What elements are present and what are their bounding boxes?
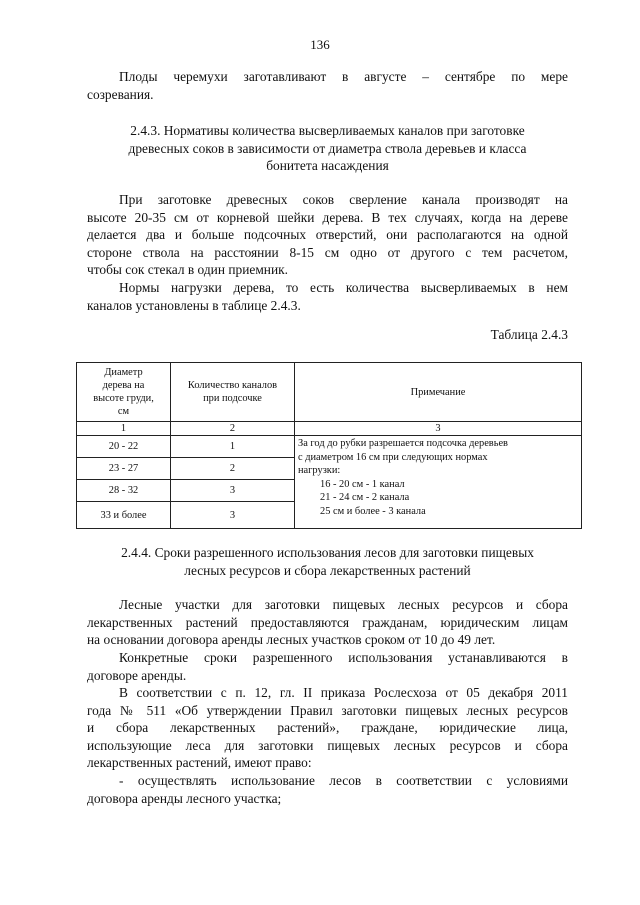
heading-line: 2.4.4. Сроки разрешенного использования лесов для заготовки пищевых (121, 545, 534, 560)
heading-line: 2.4.3. Нормативы количества высверливаемых каналов при заготовке (130, 123, 525, 138)
note-line: 21 - 24 см - 2 канала (320, 492, 410, 503)
text-line: каналов установлены в таблице 2.4.3. (87, 297, 301, 313)
diameter-cell: 23 - 27 (77, 458, 171, 480)
note-line: За год до рубки разрешается подсочка деревьев (298, 438, 508, 449)
text-line: Конкретные сроки разрешенного использования устанавливаются в (119, 650, 568, 665)
channels-cell: 1 (171, 436, 295, 458)
text-line: и сбора лекарственных растений», граждане, юридические лица, (87, 720, 568, 736)
text-line: стороне ствола на расстоянии 8-15 см одно от другого с тем расчетом, (87, 244, 568, 260)
section-2-4-3-paragraph-1 (87, 191, 568, 279)
heading-line: древесных соков в зависимости от диаметра ствола деревьев и класса (128, 140, 527, 156)
text-line: При заготовке древесных соков сверление канала производят на (119, 192, 568, 207)
diameter-cell: 28 - 32 (77, 480, 171, 502)
text-line: года № 511 «Об утверждении Правил заготовки пищевых лесных ресурсов (87, 702, 568, 718)
text-line: Нормы нагрузки дерева, то есть количества высверливаемых в нем (119, 280, 568, 295)
text-line: высоте 20-35 см от корневой шейки дерева. В тех случаях, когда на дереве (87, 209, 568, 225)
column-number: 3 (295, 422, 582, 436)
diameter-cell: 20 - 22 (77, 436, 171, 458)
diameter-cell: 33 и более (77, 502, 171, 529)
section-2-4-4-heading (87, 544, 568, 579)
channels-cell: 2 (171, 458, 295, 480)
table-header-row (77, 363, 582, 422)
text-line: на основании договора аренды лесных участков сроком от 10 до 49 лет. (87, 632, 496, 648)
heading-line: лесных ресурсов и сбора лекарственных растений (184, 562, 471, 578)
text-line: созревания. (87, 86, 154, 102)
note-line: 25 см и более - 3 канала (320, 505, 426, 517)
header-note: Примечание (295, 363, 582, 422)
section-2-4-4-paragraph-2 (87, 649, 568, 684)
text-line: Плоды черемухи заготавливают в августе – сентябре по мере (119, 69, 568, 84)
channels-cell: 3 (171, 502, 295, 529)
table-row (77, 436, 582, 458)
text-line: договоре аренды. (87, 667, 187, 683)
note-cell (295, 436, 582, 529)
text-line: Лесные участки для заготовки пищевых лесных ресурсов и сбора (119, 597, 568, 612)
section-2-4-3-paragraph-2 (87, 279, 568, 314)
page-number: 136 (310, 37, 330, 52)
column-number: 1 (77, 422, 171, 436)
column-number: 2 (171, 422, 295, 436)
channels-cell: 3 (171, 480, 295, 502)
section-2-4-4-paragraph-3 (87, 684, 568, 772)
text-line: лекарственных растений предоставляются гражданам, юридическим лицам (87, 614, 568, 630)
note-line: с диаметром 16 см при следующих нормах (298, 451, 488, 463)
text-line: договора аренды лесного участка; (87, 790, 282, 806)
text-line: лекарственных растений, имеют право: (87, 755, 312, 771)
text-line: использующие леса для заготовки пищевых лесных ресурсов и сбора (87, 737, 568, 753)
text-line: делается два и больше подсочных отверстий, они располагаются на одной (87, 227, 568, 243)
heading-line: бонитета насаждения (266, 158, 389, 174)
text-line: - осуществлять использование лесов в соответствии с условиями (119, 773, 568, 788)
note-line: нагрузки: (298, 465, 341, 476)
table-caption: Таблица 2.4.3 (490, 327, 568, 342)
section-2-4-3-heading (87, 122, 568, 175)
intro-paragraph (87, 68, 568, 103)
text-line: чтобы сок стекал в один приемник. (87, 262, 288, 278)
section-2-4-4-paragraph-4 (87, 772, 568, 807)
header-channels: Количество каналов при подсочке (171, 363, 295, 422)
text-line: В соответствии с п. 12, гл. II приказа Рослесхоза от 05 декабря 2011 (119, 685, 568, 700)
column-number-row (77, 422, 582, 436)
norms-table (76, 362, 582, 529)
note-line: 16 - 20 см - 1 канал (320, 478, 405, 490)
header-diameter: Диаметр дерева на высоте груди, см (77, 363, 171, 422)
section-2-4-4-paragraph-1 (87, 596, 568, 649)
